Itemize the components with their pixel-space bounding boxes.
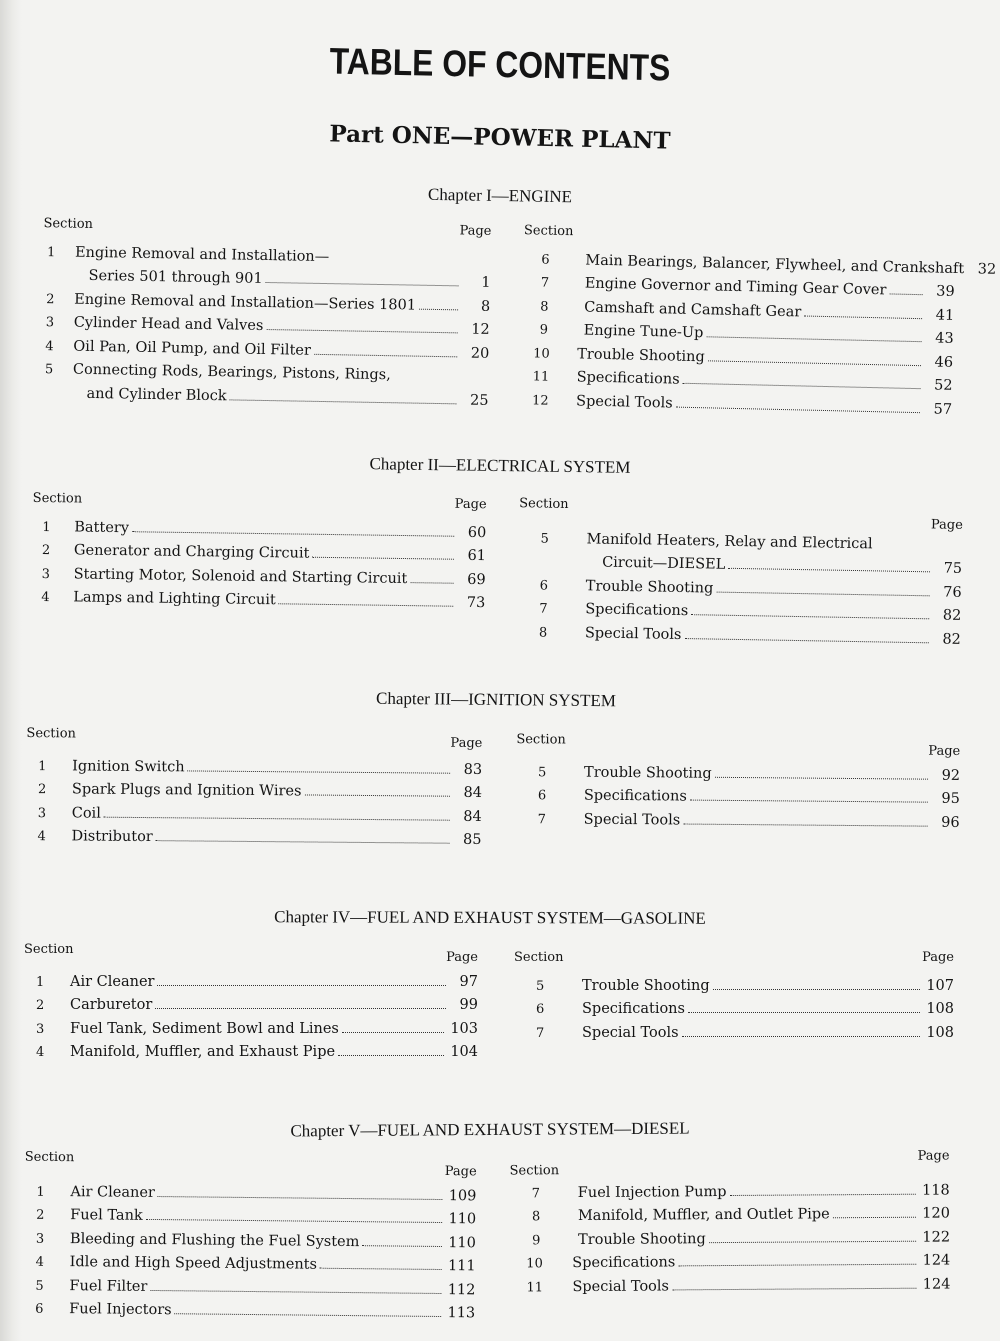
entry-title: Series 501 through 901	[88, 267, 263, 287]
entry-title: Connecting Rods, Bearings, Pistons, Rings,	[72, 361, 391, 384]
section-number: 1	[38, 758, 47, 774]
section-number: 2	[46, 291, 55, 307]
entry-title: Trouble Shooting	[578, 1230, 706, 1248]
page-number: 107	[926, 977, 954, 994]
dot-leader	[683, 823, 927, 826]
section-label: Section	[516, 732, 566, 748]
dot-leader	[709, 1240, 917, 1242]
page-number: 60	[467, 524, 487, 541]
page-number: 113	[447, 1305, 476, 1322]
entry-title: Air Cleaner	[70, 973, 155, 990]
entry-title: Special Tools	[572, 1277, 670, 1295]
dot-leader	[833, 1217, 917, 1219]
entry-title: and Cylinder Block	[86, 385, 227, 404]
entry-title: Special Tools	[575, 392, 673, 412]
section-number: 8	[538, 625, 548, 641]
entry-title: Cylinder Head and Valves	[73, 314, 264, 334]
dot-leader	[158, 1196, 443, 1200]
dot-leader	[188, 770, 451, 773]
page-number: 92	[941, 767, 961, 784]
chapter-4-right-column	[514, 950, 954, 1041]
entry-title: Ignition Switch	[72, 757, 185, 775]
section-number: 2	[36, 1207, 45, 1223]
entry-title: Starting Motor, Solenoid and Starting Circuit	[73, 565, 408, 587]
toc-entry[interactable]	[510, 1174, 950, 1201]
chapter-4-title: Chapter IV—FUEL AND EXHAUST SYSTEM—GASOLINE	[274, 907, 706, 928]
chapter-1-title: Chapter I—ENGINE	[427, 184, 573, 207]
page-number: 83	[463, 761, 483, 778]
section-number: 6	[35, 1301, 44, 1317]
chapter-5-title: Chapter V—FUEL AND EXHAUST SYSTEM—DIESEL	[290, 1118, 690, 1141]
section-number: 1	[36, 974, 45, 990]
entry-title: Special Tools	[582, 1024, 679, 1041]
entry-title: Special Tools	[584, 624, 682, 643]
entry-title: Engine Removal and Installation—Series 1801	[74, 291, 417, 314]
page-number: 41	[935, 306, 955, 324]
entry-title: Trouble Shooting	[584, 764, 712, 782]
dot-leader	[104, 816, 450, 820]
dot-leader	[672, 1287, 917, 1290]
column-header	[516, 732, 961, 759]
dot-leader	[690, 800, 928, 803]
dot-leader	[889, 293, 922, 295]
section-number: 1	[36, 1184, 45, 1200]
section-number: 5	[538, 764, 547, 780]
chapter-1-right-column	[520, 223, 997, 418]
page-gutter-shadow	[0, 0, 22, 1341]
toc-entry[interactable]	[31, 581, 485, 611]
toc-entry[interactable]	[23, 1293, 475, 1321]
dot-leader	[691, 614, 929, 619]
entry-title: Specifications	[582, 1001, 685, 1017]
section-number: 7	[540, 275, 550, 291]
dot-leader	[304, 794, 450, 796]
column-header	[24, 1149, 477, 1180]
section-number: 7	[537, 811, 547, 827]
entry-title: Camshaft and Camshaft Gear	[584, 299, 802, 320]
page-number: 1	[481, 274, 491, 291]
entry-title: Generator and Charging Circuit	[73, 542, 310, 562]
dot-leader	[688, 1012, 920, 1013]
column-header	[26, 726, 482, 750]
section-number: 2	[36, 998, 45, 1013]
page-number: 84	[463, 808, 482, 825]
entry-title: Engine Tune-Up	[583, 322, 704, 342]
page-number: 124	[922, 1252, 951, 1269]
page-number: 20	[470, 345, 490, 362]
page-number: 109	[448, 1187, 477, 1204]
section-label: Section	[509, 1163, 560, 1179]
section-number: 3	[41, 566, 51, 582]
page-number: 110	[448, 1211, 477, 1228]
entry-title: Circuit—DIESEL	[601, 554, 726, 573]
section-number: 8	[540, 299, 549, 315]
toc-entry[interactable]	[514, 994, 954, 1018]
page-number: 103	[450, 1020, 478, 1037]
toc-entry[interactable]	[24, 966, 478, 990]
section-label: Section	[26, 726, 76, 742]
entry-title: Carburetor	[70, 997, 153, 1013]
dot-leader	[230, 399, 457, 404]
section-number: 5	[44, 362, 54, 378]
section-number: 3	[36, 1021, 45, 1037]
dot-leader	[156, 840, 450, 844]
dot-leader	[320, 1268, 442, 1270]
chapter-1-left-column	[40, 216, 491, 408]
section-number: 3	[37, 805, 47, 821]
entry-title: Engine Governor and Timing Gear Cover	[584, 275, 887, 299]
page-number: 118	[922, 1181, 950, 1199]
section-number: 1	[42, 519, 51, 535]
entry-title: Idle and High Speed Adjustments	[69, 1254, 318, 1273]
section-number: 11	[526, 1279, 544, 1295]
dot-leader	[150, 1289, 441, 1293]
page-number: 61	[467, 547, 487, 565]
toc-entry[interactable]	[514, 1017, 954, 1041]
dot-leader	[266, 282, 459, 286]
page-number: 39	[936, 283, 955, 300]
section-number: 2	[37, 782, 47, 798]
dot-leader	[715, 776, 928, 779]
column-header	[24, 942, 478, 965]
toc-entry[interactable]	[25, 821, 481, 848]
section-label: Section	[32, 490, 83, 507]
section-number: 8	[531, 1209, 541, 1225]
section-label: Section	[519, 496, 569, 512]
dot-leader	[728, 568, 930, 573]
page-number: 75	[943, 560, 963, 577]
page-number: 8	[480, 298, 491, 315]
dot-leader	[804, 315, 922, 319]
section-number: 4	[41, 589, 50, 606]
dot-leader	[713, 989, 921, 990]
dot-leader	[410, 582, 453, 584]
dot-leader	[155, 1008, 446, 1009]
dot-leader	[730, 1193, 917, 1195]
chapter-2-title: Chapter II—ELECTRICAL SYSTEM	[369, 454, 631, 477]
section-label: Section	[43, 216, 94, 232]
entry-title: Special Tools	[583, 811, 681, 828]
toc-entry[interactable]	[24, 1013, 478, 1037]
page-number: 82	[942, 607, 962, 624]
entry-title: Bleeding and Flushing the Fuel System	[69, 1230, 360, 1250]
page-label: Page	[444, 1164, 477, 1180]
section-number: 3	[45, 315, 55, 331]
entry-title: Specifications	[583, 787, 687, 805]
toc-entry[interactable]	[510, 1221, 950, 1248]
dot-leader	[682, 1036, 921, 1037]
section-number: 6	[537, 788, 547, 804]
section-number: 9	[539, 322, 549, 338]
chapter-4-left-column	[24, 942, 478, 1060]
entry-title: Spark Plugs and Ignition Wires	[71, 781, 302, 800]
chapter-3-right-column	[516, 732, 961, 830]
section-number: 7	[539, 601, 548, 617]
section-number: 3	[35, 1231, 45, 1247]
dot-leader	[362, 1245, 442, 1247]
column-header	[514, 950, 954, 970]
entry-title: Specifications	[585, 601, 689, 620]
entry-title: Fuel Tank	[70, 1207, 143, 1224]
section-label: Section	[514, 950, 564, 965]
page-number: 96	[941, 814, 960, 831]
dot-leader	[419, 308, 458, 310]
page-number: 69	[467, 571, 486, 588]
toc-entry[interactable]	[514, 970, 954, 994]
section-number: 6	[536, 1002, 545, 1017]
dot-leader	[157, 985, 446, 986]
chapter-5-right-column	[509, 1148, 951, 1295]
entry-title: Engine Removal and Installation—	[74, 244, 330, 265]
dot-leader	[314, 353, 457, 357]
section-number: 6	[541, 252, 550, 268]
entry-title: Fuel Injectors	[69, 1301, 172, 1319]
page-title: TABLE OF CONTENTS	[329, 40, 671, 89]
section-number: 10	[533, 345, 550, 362]
dot-leader	[716, 591, 929, 596]
section-number: 6	[539, 578, 549, 594]
dot-leader	[342, 1032, 444, 1033]
section-number: 2	[41, 542, 51, 559]
toc-entry[interactable]	[510, 1245, 950, 1272]
entry-title: Battery	[74, 518, 130, 536]
page-number: 120	[922, 1205, 950, 1222]
dot-leader	[312, 557, 454, 560]
section-number: 7	[536, 1025, 545, 1041]
dot-leader	[266, 329, 457, 333]
section-number: 7	[531, 1185, 541, 1201]
dot-leader	[338, 1055, 444, 1056]
page-number: 111	[447, 1258, 476, 1275]
page-number: 73	[466, 594, 486, 612]
page-number: 110	[448, 1234, 477, 1251]
section-label: Section	[24, 1149, 75, 1166]
section-number: 5	[35, 1278, 44, 1294]
section-number: 5	[536, 978, 545, 994]
dot-leader	[132, 531, 454, 537]
dot-leader	[175, 1313, 442, 1317]
page-number: 52	[933, 377, 953, 394]
entry-title: Distributor	[71, 828, 153, 846]
dot-leader	[676, 406, 920, 413]
entry-title: Manifold Heaters, Relay and Electrical	[586, 530, 873, 552]
section-number: 4	[37, 829, 46, 845]
section-number: 5	[540, 531, 549, 547]
entry-title: Trouble Shooting	[582, 977, 710, 994]
dot-leader	[279, 603, 454, 606]
page-number: 97	[459, 973, 478, 990]
entry-title: Trouble Shooting	[577, 345, 705, 365]
entry-title: Air Cleaner	[70, 1183, 155, 1201]
page-label: Page	[446, 950, 478, 965]
page-label: Page	[930, 517, 963, 533]
entry-title: Main Bearings, Balancer, Flywheel, and Crankshaft	[585, 252, 965, 277]
toc-entry[interactable]	[516, 803, 960, 830]
chapter-2-left-column	[31, 491, 487, 611]
page-number: 12	[471, 321, 490, 338]
section-number: 10	[526, 1256, 543, 1272]
page-label: Page	[928, 743, 961, 759]
chapter-3-title: Chapter III—IGNITION SYSTEM	[375, 688, 617, 711]
entry-title: Lamps and Lighting Circuit	[73, 589, 276, 609]
entry-title: Specifications	[572, 1254, 676, 1272]
page-number: 46	[934, 353, 954, 371]
section-label: Section	[24, 942, 74, 957]
entry-title: Oil Pan, Oil Pump, and Oil Filter	[73, 338, 311, 359]
page-number: 99	[459, 997, 478, 1013]
page-number: 122	[922, 1228, 951, 1246]
chapter-2-right-column	[517, 496, 963, 647]
toc-entry[interactable]	[24, 990, 478, 1014]
entry-title: Fuel Tank, Sediment Bowl and Lines	[70, 1020, 339, 1037]
page-number: 108	[926, 1001, 954, 1017]
part-title: Part ONE—POWER PLANT	[329, 120, 671, 155]
page-number: 57	[933, 400, 953, 418]
page-label: Page	[454, 496, 487, 513]
entry-title: Coil	[71, 804, 101, 822]
toc-entry[interactable]	[510, 1198, 950, 1225]
section-number: 4	[45, 338, 54, 354]
page-number: 85	[463, 831, 482, 848]
entry-title: Trouble Shooting	[585, 577, 714, 597]
section-number: 11	[532, 369, 550, 385]
section-label: Section	[523, 223, 574, 240]
page-number: 84	[463, 784, 483, 801]
entry-title: Fuel Filter	[69, 1277, 148, 1295]
page-label: Page	[450, 735, 483, 751]
page-number: 124	[922, 1275, 951, 1293]
dot-leader	[146, 1219, 443, 1223]
page-label: Page	[917, 1148, 950, 1164]
entry-title: Fuel Injection Pump	[577, 1183, 727, 1201]
page-number: 32	[977, 260, 997, 278]
page-number: 43	[935, 330, 954, 347]
page-number: 82	[942, 631, 961, 648]
column-header	[519, 496, 963, 533]
toc-entry[interactable]	[510, 1268, 950, 1295]
page-number: 95	[941, 790, 960, 807]
page-number: 104	[450, 1044, 478, 1060]
page-label: Page	[922, 950, 954, 965]
page-label: Page	[459, 223, 492, 239]
page-number: 112	[447, 1281, 476, 1298]
entry-title: Manifold, Muffler, and Exhaust Pipe	[70, 1044, 336, 1060]
section-number: 4	[36, 1045, 45, 1060]
entry-title: Specifications	[576, 369, 680, 388]
section-number: 9	[532, 1232, 541, 1248]
section-number: 1	[46, 244, 56, 260]
dot-leader	[684, 638, 928, 643]
page-number: 76	[943, 584, 962, 601]
page-number: 25	[469, 392, 489, 409]
section-number: 4	[35, 1254, 45, 1270]
page-number: 108	[926, 1024, 954, 1041]
dot-leader	[678, 1264, 916, 1267]
section-number: 12	[531, 392, 549, 409]
chapter-3-left-column	[25, 726, 482, 848]
entry-title: Manifold, Muffler, and Outlet Pipe	[577, 1206, 830, 1225]
toc-entry[interactable]	[24, 1037, 478, 1061]
chapter-5-left-column	[23, 1150, 477, 1322]
section-number	[40, 401, 72, 402]
